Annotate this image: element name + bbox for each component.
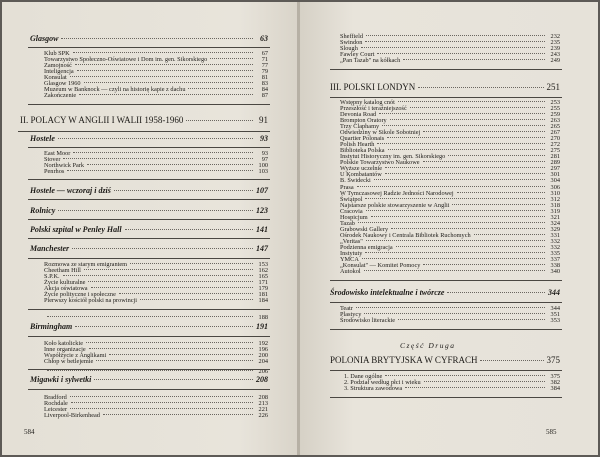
left-toc-dot-leader: [79, 94, 253, 95]
right-toc-dot-leader: [385, 173, 545, 174]
right-toc-page-number: 272: [550, 140, 560, 148]
right-toc-entry-title: Tazab: [340, 219, 355, 227]
right-section-rule: [330, 329, 562, 330]
right-toc-dot-leader: [385, 375, 545, 376]
right-toc-entry-title: W Tymczasowej Radzie Jedności Narodowej: [340, 189, 454, 197]
left-toc-dot-leader: [67, 170, 253, 171]
left-toc-page-number: 97: [261, 155, 268, 163]
left-toc-dot-leader: [125, 229, 253, 230]
right-toc-dot-leader: [423, 161, 545, 162]
right-toc-entry-title: 3. Struktura zawodowa: [344, 384, 403, 392]
right-toc-page-number: 382: [550, 378, 560, 386]
right-toc-page-number: 281: [550, 152, 560, 160]
left-toc-page-number: 200: [258, 351, 268, 359]
right-toc-entry: [330, 356, 560, 365]
right-page: [300, 2, 598, 455]
right-toc-page-number: 232: [550, 32, 560, 40]
right-toc-page-number: 332: [550, 237, 560, 245]
book-spread: [2, 2, 598, 455]
right-toc-page-number: 337: [550, 255, 560, 263]
left-toc-entry-title: Inteligencja: [44, 67, 74, 75]
right-toc-page-number: 304: [550, 176, 560, 184]
left-toc-page-number: 147: [256, 244, 268, 253]
left-toc-entry-title: Polski szpital w Penley Hall: [30, 225, 122, 234]
left-toc-dot-leader: [73, 52, 253, 53]
left-toc-dot-leader: [72, 248, 253, 249]
left-toc-page-number: 93: [260, 134, 268, 143]
left-toc-page-number: 191: [256, 322, 268, 331]
right-toc-dot-leader: [371, 216, 545, 217]
right-toc-dot-leader: [364, 313, 545, 314]
left-toc-dot-leader: [77, 70, 253, 71]
right-toc-entry: [344, 386, 560, 392]
right-toc-dot-leader: [379, 113, 545, 114]
right-toc-entry-title: 1. Dane ogólne: [344, 372, 383, 380]
right-toc-page-number: 289: [550, 158, 560, 166]
right-section-rule: [330, 370, 562, 371]
right-toc-entry-title: Instytuty: [340, 249, 363, 257]
right-toc-entry-title: Grabowski Gallery: [340, 225, 389, 233]
left-toc-dot-leader: [91, 287, 253, 288]
left-toc-dot-leader: [109, 354, 253, 355]
right-toc-dot-leader: [365, 252, 545, 253]
left-toc-page-number: 79: [261, 67, 268, 75]
right-toc-dot-leader: [357, 186, 545, 187]
right-toc-entry: [340, 269, 560, 275]
left-toc-entry-title: Życie polityczne i społeczne: [44, 290, 116, 298]
right-toc-page-number: 253: [550, 98, 560, 106]
left-toc-entry: [30, 245, 268, 253]
left-toc-page-number: 226: [258, 411, 268, 419]
left-toc-entry-title: Rochdale: [44, 399, 68, 407]
right-toc-page-number: 235: [550, 38, 560, 46]
right-toc-dot-leader: [457, 192, 545, 193]
right-toc-entry-title: Środowisko intelektualne i twórcze: [330, 288, 445, 297]
right-toc-entry-title: POLONIA BRYTYJSKA W CYFRACH: [330, 355, 478, 365]
right-toc-entry-title: Odwiedziny w Sikole Sobotniej: [340, 128, 421, 136]
right-toc-page-number: 332: [550, 243, 560, 251]
right-toc-entry: [330, 289, 560, 297]
part-heading: Część Druga: [400, 341, 456, 350]
left-toc-page-number: 123: [256, 206, 268, 215]
right-toc-entry: [330, 83, 560, 92]
right-toc-page-number: 353: [550, 316, 560, 324]
right-toc-page-number: 259: [550, 110, 560, 118]
left-toc-entry-title: Klub SPK: [44, 49, 70, 57]
left-toc-entry-title: Liverpool-Birkenhead: [44, 411, 100, 419]
left-toc-dot-leader: [210, 58, 253, 59]
left-toc-dot-leader: [88, 281, 253, 282]
right-toc-dot-leader: [452, 204, 545, 205]
right-toc-dot-leader: [423, 264, 545, 265]
right-toc-page-number: 318: [550, 201, 560, 209]
right-toc-page-number: 301: [550, 170, 560, 178]
left-toc-entry: [30, 226, 268, 234]
right-toc-dot-leader: [474, 234, 545, 235]
left-toc-page-number: 208: [256, 375, 268, 384]
left-toc-page-number: 179: [258, 284, 268, 292]
left-toc-page-number: 93: [261, 149, 268, 157]
right-toc-page-number: 375: [546, 355, 560, 365]
right-toc-entry-title: „Pan Tazab" na kółkach: [340, 56, 401, 64]
left-section-rule: [28, 104, 270, 105]
left-toc-dot-leader: [75, 64, 253, 65]
left-toc-entry-title: Inne organizacje: [44, 345, 86, 353]
left-toc-entry: [44, 315, 268, 321]
left-toc-entry-title: Zamojność: [44, 61, 72, 69]
left-toc-page-number: 107: [256, 186, 268, 195]
right-toc-entry-title: Plastycy: [340, 310, 362, 318]
left-toc-entry: [30, 35, 268, 43]
left-toc-dot-leader: [63, 275, 253, 276]
left-toc-page-number: 100: [258, 161, 268, 169]
left-toc-entry: [44, 359, 268, 365]
left-toc-entry-title: Współżycie z Anglikami: [44, 351, 107, 359]
left-toc-entry-title: Muzeum w Banknock — czyli na historię kapie z dachu: [44, 85, 186, 93]
right-toc-entry-title: Slough: [340, 44, 358, 52]
left-toc-entry-title: II. POLACY W ANGLII I WALII 1958-1960: [20, 115, 184, 125]
left-toc-entry-title: Migawki i sylwetki: [30, 375, 92, 384]
left-toc-entry-title: Hostele — wczoraj i dziś: [30, 186, 111, 195]
left-toc-entry-title: Koło katolickie: [44, 339, 83, 347]
right-toc-entry-title: 2. Podział według płci i wieku: [344, 378, 421, 386]
right-toc-page-number: 310: [550, 189, 560, 197]
left-toc-page-number: 208: [258, 393, 268, 401]
left-toc-entry-title: Leicester: [44, 405, 68, 413]
left-toc-page-number: 91: [259, 115, 268, 125]
left-page-number: 584: [24, 428, 35, 436]
left-toc-page-number: 67: [261, 49, 268, 57]
right-toc-dot-leader: [366, 35, 545, 36]
right-section-rule: [330, 69, 562, 70]
left-toc-entry-title: East Moor: [44, 149, 71, 157]
right-toc-entry-title: „Konsulat" — Komitet Pomocy: [340, 261, 421, 269]
right-toc-entry-title: Hospicjum: [340, 213, 368, 221]
left-toc-page-number: 204: [258, 357, 268, 365]
right-toc-page-number: 319: [550, 207, 560, 215]
right-toc-page-number: 251: [546, 82, 560, 92]
left-toc-dot-leader: [71, 402, 253, 403]
left-toc-page-number: 77: [261, 61, 268, 69]
left-toc-page-number: 81: [261, 73, 268, 81]
right-toc-entry: [340, 318, 560, 324]
right-toc-dot-leader: [387, 137, 545, 138]
right-toc-page-number: 239: [550, 44, 560, 52]
left-toc-page-number: 221: [258, 405, 268, 413]
left-toc-entry: [30, 376, 268, 384]
right-toc-page-number: 338: [550, 261, 560, 269]
right-toc-entry-title: Brompton Oratory: [340, 116, 387, 124]
left-toc-dot-leader: [96, 360, 253, 361]
right-toc-page-number: 344: [548, 288, 560, 297]
right-toc-dot-leader: [365, 41, 545, 42]
right-toc-dot-leader: [418, 87, 543, 88]
left-toc-entry: [30, 323, 268, 331]
right-toc-page-number: 270: [550, 134, 560, 142]
right-toc-dot-leader: [385, 167, 545, 168]
right-toc-entry-title: Fawley Court: [340, 50, 375, 58]
left-toc-dot-leader: [188, 88, 253, 89]
left-toc-entry: [30, 187, 268, 195]
right-toc-entry-title: Środowisko literackie: [340, 316, 396, 324]
right-toc-entry-title: Trzy Claphamy: [340, 122, 380, 130]
right-toc-page-number: 351: [550, 310, 560, 318]
right-toc-dot-leader: [448, 155, 545, 156]
right-toc-dot-leader: [365, 198, 545, 199]
left-toc-dot-leader: [58, 210, 253, 211]
right-section-rule: [330, 97, 562, 98]
right-toc-entry-title: Wyższe uczelnie: [340, 164, 383, 172]
left-toc-page-number: 63: [260, 34, 268, 43]
right-toc-dot-leader: [361, 47, 545, 48]
right-toc-entry-title: Devonia Road: [340, 110, 377, 118]
left-toc-dot-leader: [70, 408, 253, 409]
right-toc-dot-leader: [377, 143, 545, 144]
left-toc-dot-leader: [73, 152, 253, 153]
left-toc-dot-leader: [84, 269, 253, 270]
right-toc-entry: [340, 58, 560, 64]
left-toc-entry-title: Akcja oświatowa: [44, 284, 88, 292]
left-toc-dot-leader: [86, 342, 253, 343]
right-toc-entry-title: Sheffield: [340, 32, 363, 40]
right-toc-entry-title: Polish Hearth: [340, 140, 375, 148]
left-toc-entry-title: Manchester: [30, 244, 70, 253]
left-toc-entry: [44, 93, 268, 99]
right-toc-page-number: 331: [550, 231, 560, 239]
right-toc-entry-title: Podzienna emigracja: [340, 243, 393, 251]
left-toc-dot-leader: [70, 76, 253, 77]
right-toc-dot-leader: [366, 240, 545, 241]
left-toc-entry-title: Cheetham Hill: [44, 266, 81, 274]
right-toc-entry-title: Ośrodek Naukowy i Centrala Bibliotek Ruchomych: [340, 231, 471, 239]
right-toc-dot-leader: [405, 387, 545, 388]
right-toc-page-number: 243: [550, 50, 560, 58]
right-toc-dot-leader: [388, 149, 545, 150]
right-toc-entry-title: Instytut Historyczny im. gen. Sikorskiego: [340, 152, 446, 160]
right-toc-entry-title: Wstępny katalog cnót: [340, 98, 395, 106]
right-toc-page-number: 344: [550, 304, 560, 312]
right-toc-dot-leader: [356, 307, 545, 308]
left-toc-entry-title: Rolnicy: [30, 206, 56, 215]
right-toc-dot-leader: [396, 246, 545, 247]
left-toc-entry: [44, 169, 268, 175]
left-toc-page-number: 87: [261, 91, 268, 99]
left-section-rule: [28, 309, 270, 310]
right-toc-dot-leader: [403, 59, 545, 60]
left-toc-entry: [44, 298, 268, 304]
left-toc-dot-leader: [47, 316, 253, 317]
left-toc-dot-leader: [70, 396, 253, 397]
left-toc-entry: [30, 135, 268, 143]
left-toc-entry-title: Glasgow 1960: [44, 79, 81, 87]
right-toc-entry-title: Prasa: [340, 183, 354, 191]
right-toc-page-number: 324: [550, 219, 560, 227]
left-toc-entry-title: Northwick Park: [44, 161, 85, 169]
right-toc-dot-leader: [377, 53, 545, 54]
left-toc-dot-leader: [75, 326, 253, 327]
right-toc-page-number: 249: [550, 56, 560, 64]
left-toc-page-number: 181: [258, 290, 268, 298]
left-toc-dot-leader: [130, 263, 253, 264]
right-toc-entry-title: Polskie Towarzystwo Naukowe: [340, 158, 420, 166]
left-toc-entry-title: Towarzystwo Społeczno-Oświatowe i Dom im. gen. Sikorskiego: [44, 55, 208, 63]
left-toc-entry-title: Życie kulturalne: [44, 278, 86, 286]
right-toc-entry-title: „Veritas": [340, 237, 363, 245]
left-toc-page-number: 141: [256, 225, 268, 234]
right-toc-entry-title: YMCA: [340, 255, 359, 263]
left-toc-page-number: 162: [258, 266, 268, 274]
left-section-rule: [28, 47, 270, 48]
right-toc-entry-title: Swindon: [340, 38, 363, 46]
left-toc-entry-title: Penrhos: [44, 167, 65, 175]
left-toc-page-number: 171: [258, 278, 268, 286]
left-toc-entry-title: Bradford: [44, 393, 67, 401]
left-toc-entry-title: Chłop w betlejemie: [44, 357, 94, 365]
left-toc-dot-leader: [114, 190, 253, 191]
left-toc-entry-title: Rozmowa ze starym emigrantem: [44, 260, 128, 268]
right-section-rule: [330, 302, 562, 303]
left-toc-entry: [30, 207, 268, 215]
right-toc-page-number: 321: [550, 213, 560, 221]
right-toc-dot-leader: [398, 101, 545, 102]
left-toc-entry-title: Konsulat: [44, 73, 67, 81]
right-toc-dot-leader: [398, 319, 545, 320]
right-toc-dot-leader: [374, 179, 545, 180]
left-toc-dot-leader: [58, 138, 253, 139]
right-toc-dot-leader: [358, 222, 545, 223]
right-toc-page-number: 267: [550, 128, 560, 136]
right-toc-entry-title: B. Świdecki: [340, 176, 371, 184]
left-toc-page-number: 188: [258, 313, 268, 321]
right-toc-dot-leader: [423, 131, 545, 132]
left-toc-entry-title: Hostele: [30, 134, 55, 143]
left-toc-dot-leader: [140, 299, 253, 300]
right-toc-page-number: 306: [550, 183, 560, 191]
right-toc-dot-leader: [364, 270, 545, 271]
right-toc-dot-leader: [362, 258, 545, 259]
left-toc-page-number: 84: [261, 85, 268, 93]
right-toc-dot-leader: [480, 360, 543, 361]
left-section-rule: [28, 336, 270, 337]
right-toc-page-number: 275: [550, 146, 560, 154]
left-toc-page-number: 206: [258, 367, 268, 375]
right-toc-page-number: 329: [550, 225, 560, 233]
right-toc-entry: [340, 178, 560, 184]
right-toc-entry-title: Teatr: [340, 304, 353, 312]
left-toc-dot-leader: [84, 82, 253, 83]
left-toc-dot-leader: [103, 414, 253, 415]
left-toc-entry-title: Birmingham: [30, 322, 73, 331]
right-toc-entry-title: Biblioteka Polska: [340, 146, 385, 154]
right-toc-dot-leader: [410, 107, 545, 108]
right-section-rule: [330, 397, 562, 398]
left-toc-entry: [44, 413, 268, 419]
right-toc-dot-leader: [391, 228, 545, 229]
left-section-rule: [18, 131, 270, 132]
left-toc-page-number: 71: [261, 55, 268, 63]
left-section-rule: [28, 389, 270, 390]
left-toc-dot-leader: [94, 379, 253, 380]
right-toc-dot-leader: [447, 292, 545, 293]
left-toc-entry-title: Glasgow: [30, 34, 59, 43]
left-toc-entry: [20, 116, 268, 125]
left-page: [2, 2, 298, 455]
left-toc-entry-title: Zakończenie: [44, 91, 77, 99]
right-toc-page-number: 255: [550, 104, 560, 112]
left-toc-page-number: 196: [258, 345, 268, 353]
left-toc-dot-leader: [186, 120, 253, 121]
left-toc-page-number: 83: [261, 79, 268, 87]
left-toc-page-number: 103: [258, 167, 268, 175]
right-toc-entry-title: III. POLSKI LONDYN: [330, 82, 416, 92]
left-toc-dot-leader: [61, 38, 253, 39]
left-section-rule: [28, 147, 270, 148]
right-toc-dot-leader: [390, 119, 545, 120]
right-toc-page-number: 335: [550, 249, 560, 257]
left-toc-page-number: 213: [258, 399, 268, 407]
left-toc-entry-title: Pierwszy kościół polski na prowincji: [44, 296, 138, 304]
right-section-rule: [330, 280, 562, 281]
left-toc-dot-leader: [119, 293, 253, 294]
left-section-rule: [28, 179, 270, 180]
right-toc-page-number: 340: [550, 267, 560, 275]
right-toc-entry-title: Przeszłość i teraźniejszość: [340, 104, 407, 112]
left-toc-page-number: 184: [258, 296, 268, 304]
right-page-number: 585: [546, 428, 557, 436]
left-section-rule: [28, 199, 270, 200]
left-toc-page-number: 165: [258, 272, 268, 280]
right-toc-entry-title: Świątpol: [340, 195, 363, 203]
left-toc-entry-title: Stover: [44, 155, 61, 163]
left-toc-page-number: 192: [258, 339, 268, 347]
right-toc-dot-leader: [366, 210, 545, 211]
right-toc-page-number: 375: [550, 372, 560, 380]
right-toc-dot-leader: [424, 381, 545, 382]
right-toc-entry-title: Autokol: [340, 267, 361, 275]
left-section-rule: [28, 238, 270, 239]
right-toc-page-number: 312: [550, 195, 560, 203]
left-toc-dot-leader: [87, 164, 253, 165]
right-toc-entry-title: Najstarsze polskie stowarzyszenie w Anglii: [340, 201, 450, 209]
left-section-rule: [28, 219, 270, 220]
left-section-rule: [28, 369, 270, 370]
right-toc-page-number: 263: [550, 116, 560, 124]
left-toc-dot-leader: [63, 158, 253, 159]
right-toc-entry-title: Quartier Polonais: [340, 134, 385, 142]
left-section-rule: [28, 258, 270, 259]
right-toc-entry-title: U Kombatantów: [340, 170, 382, 178]
right-toc-dot-leader: [382, 125, 545, 126]
left-toc-page-number: 153: [258, 260, 268, 268]
right-toc-page-number: 265: [550, 122, 560, 130]
right-toc-page-number: 297: [550, 164, 560, 172]
left-toc-dot-leader: [89, 348, 253, 349]
right-toc-page-number: 384: [550, 384, 560, 392]
left-toc-entry-title: S.P.K.: [44, 272, 60, 280]
right-toc-entry-title: Cracovia: [340, 207, 363, 215]
